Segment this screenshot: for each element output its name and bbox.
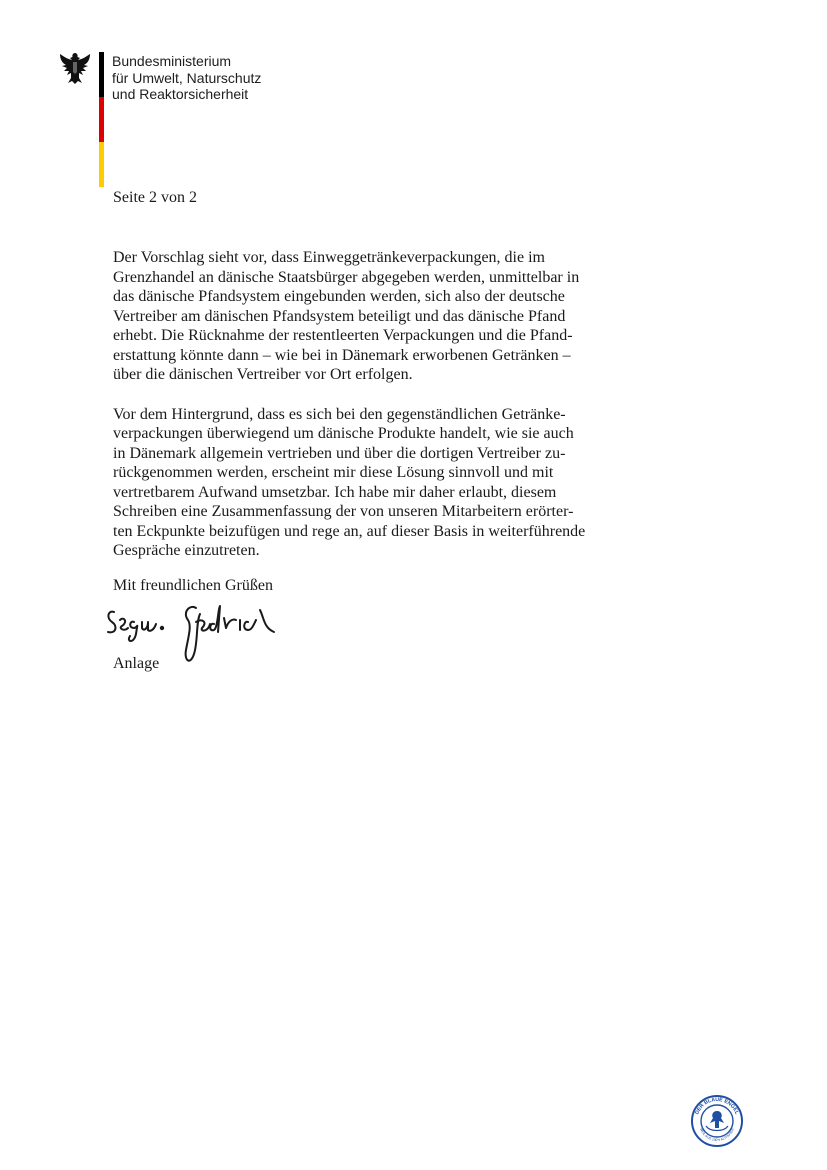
text-line: erhebt. Die Rücknahme der restentleerten Verpackungen und die Pfand- (113, 327, 573, 344)
text-line: Schreiben eine Zusammenfassung der von unseren Mitarbeitern erörter- (113, 503, 574, 520)
flag-stripe-black (99, 52, 104, 97)
ministry-name-line: und Reaktorsicherheit (112, 86, 249, 102)
flag-stripe-red (99, 97, 104, 142)
paragraph (113, 248, 633, 385)
ministry-name-line: Bundesministerium (112, 53, 232, 69)
text-line: erstattung könnte dann – wie bei in Dänemark erworbenen Getränken – (113, 346, 571, 364)
letterhead (58, 50, 318, 140)
flag-bar (99, 52, 104, 187)
text-line: Gespräche einzutreten. (113, 542, 260, 559)
ministry-name (112, 53, 261, 103)
text-line: in Dänemark allgemein vertrieben und über die dortigen Vertreiber zu- (113, 444, 566, 462)
text-line: verpackungen überwiegend um dänische Produkte handelt, wie sie auch (113, 425, 574, 442)
ministry-name-line: für Umwelt, Naturschutz (112, 69, 262, 86)
text-line: ten Eckpunkte beizufügen und rege an, auf dieser Basis in weiterführende (113, 522, 586, 540)
text-line: über die dänischen Vertreiber vor Ort erfolgen. (113, 366, 413, 383)
seal-bottom-text: WEIL AUS 100% ALTPAPIER (698, 1127, 736, 1143)
text-line: das dänische Pfandsystem eingebunden werden, sich also der deutsche (113, 288, 565, 305)
text-line: Vor dem Hintergrund, dass es sich bei den gegenständlichen Getränke- (113, 405, 566, 423)
text-line: Grenzhandel an dänische Staatsbürger abgegeben werden, unmittelbar in (113, 268, 580, 286)
svg-text:WEIL AUS 100% ALTPAPIER (699, 1127, 735, 1142)
seal-top-text: DER BLAUE ENGEL (694, 1096, 740, 1116)
text-line: vertretbarem Aufwand umsetzbar. Ich habe mir daher erlaubt, diesem (113, 483, 557, 501)
text-line: rückgenommen werden, erscheint mir diese Lösung sinnvoll und mit (113, 464, 554, 481)
federal-eagle-icon (58, 50, 92, 86)
blauer-engel-seal-icon (690, 1094, 744, 1148)
closing-salutation: Mit freundlichen Grüßen (113, 577, 273, 594)
text-line: Vertreiber am dänischen Pfandsystem beteiligt und das dänische Pfand (113, 307, 566, 325)
text-line: Der Vorschlag sieht vor, dass Einweggetränkeverpackungen, die im (113, 249, 545, 266)
flag-stripe-gold (99, 142, 104, 187)
page-number: Seite 2 von 2 (113, 189, 197, 206)
attachment-note: Anlage (113, 655, 160, 672)
letter-body (113, 248, 633, 581)
paragraph (113, 405, 633, 561)
